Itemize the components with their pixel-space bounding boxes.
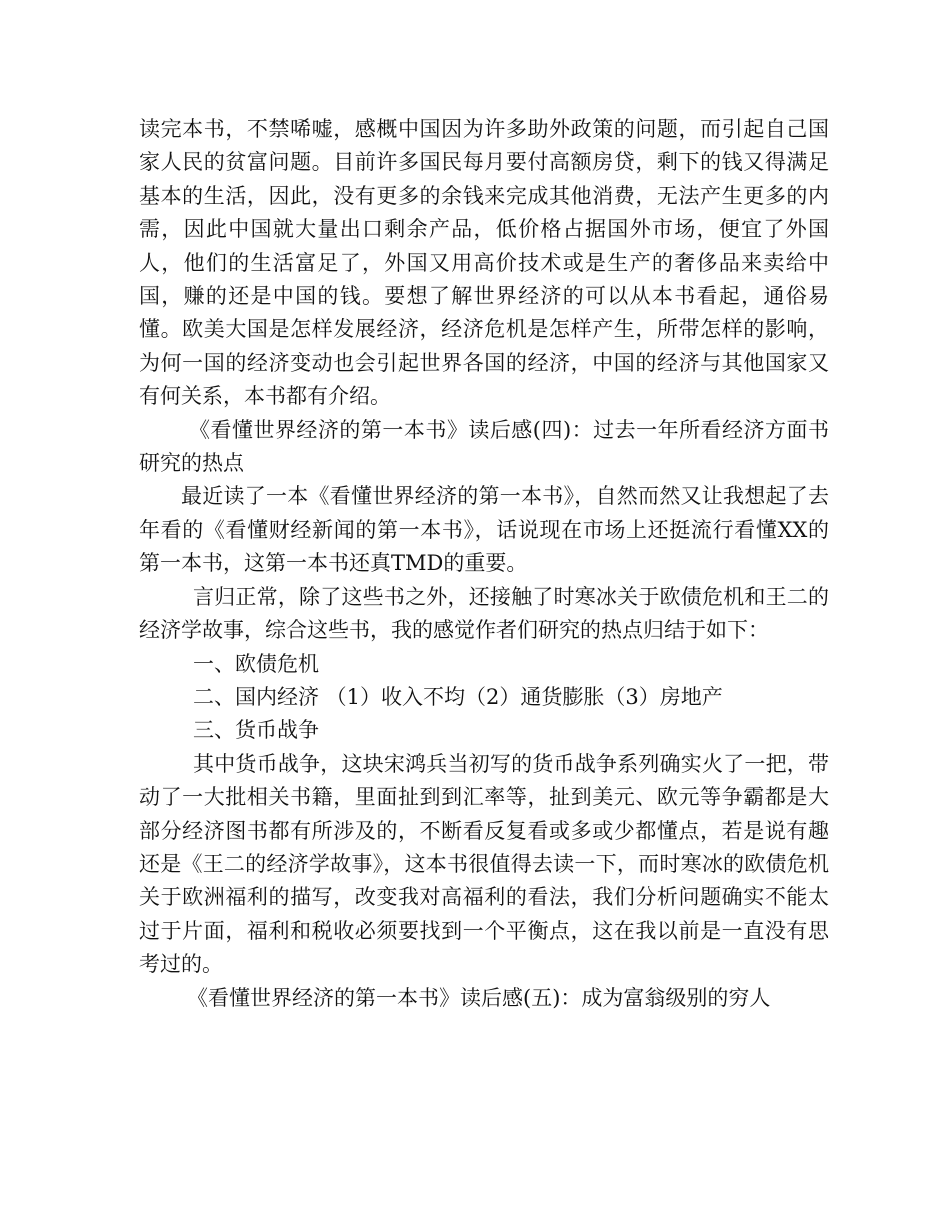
paragraph-intro: 最近读了一本《看懂世界经济的第一本书》，自然而然又让我想起了去年看的《看懂财经新闻的第一本书》，话说现在市场上还挺流行看懂XX的第一本书，这第一本书还真TMD的重要。 bbox=[139, 484, 829, 576]
section-heading-four: 《看懂世界经济的第一本书》读后感(四)：过去一年所看经济方面书研究的热点 bbox=[139, 417, 829, 476]
paragraph-summary: 读完本书，不禁唏嘘，感概中国因为许多助外政策的问题，而引起自己国家人民的贫富问题。目前许多国民每月要付高额房贷，剩下的钱又得满足基本的生活，因此，没有更多的余钱来完成其他消费，无法产生更多的内需，因此中国就大量出口剩余产品，低价格占据国外市场，便宜了外国人，他们的生活富足了，外国又用高价技术或是生产的奢侈品来卖给中国，赚的还是中国的钱。要想了解世界经济的可以从本书看起，通俗易懂。欧美大国是怎样发展经济，经济危机是怎样产生，所带怎样的影响，为何一国的经济变动也会引起世界各国的经济，中国的经济与其他国家又有何关系，本书都有介绍。 bbox=[139, 117, 829, 409]
list-item-euro-debt: 一、欧债危机 bbox=[193, 651, 319, 676]
paragraph-topics-lead: 言归正常，除了这些书之外，还接触了时寒冰关于欧债危机和王二的经济学故事，综合这些书，我的感觉作者们研究的热点归结于如下： bbox=[139, 584, 829, 643]
document-page bbox=[139, 113, 829, 1015]
list-item-domestic-economy: 二、国内经济 （1）收入不均（2）通货膨胀（3）房地产 bbox=[193, 684, 723, 709]
list-item-currency-war: 三、货币战争 bbox=[193, 718, 319, 743]
paragraph-currency-war: 其中货币战争，这块宋鸿兵当初写的货币战争系列确实火了一把，带动了一大批相关书籍，里面扯到到汇率等，扯到美元、欧元等争霸都是大部分经济图书都有所涉及的，不断看反复看或多或少都懂点，若是说有趣还是《王二的经济学故事》，这本书很值得去读一下，而时寒冰的欧债危机关于欧洲福利的描写，改变我对高福利的看法，我们分析问题确实不能太过于片面，福利和税收必须要找到一个平衡点，这在我以前是一直没有思考过的。 bbox=[139, 751, 829, 977]
section-heading-five: 《看懂世界经济的第一本书》读后感(五)：成为富翁级别的穷人 bbox=[187, 985, 771, 1010]
